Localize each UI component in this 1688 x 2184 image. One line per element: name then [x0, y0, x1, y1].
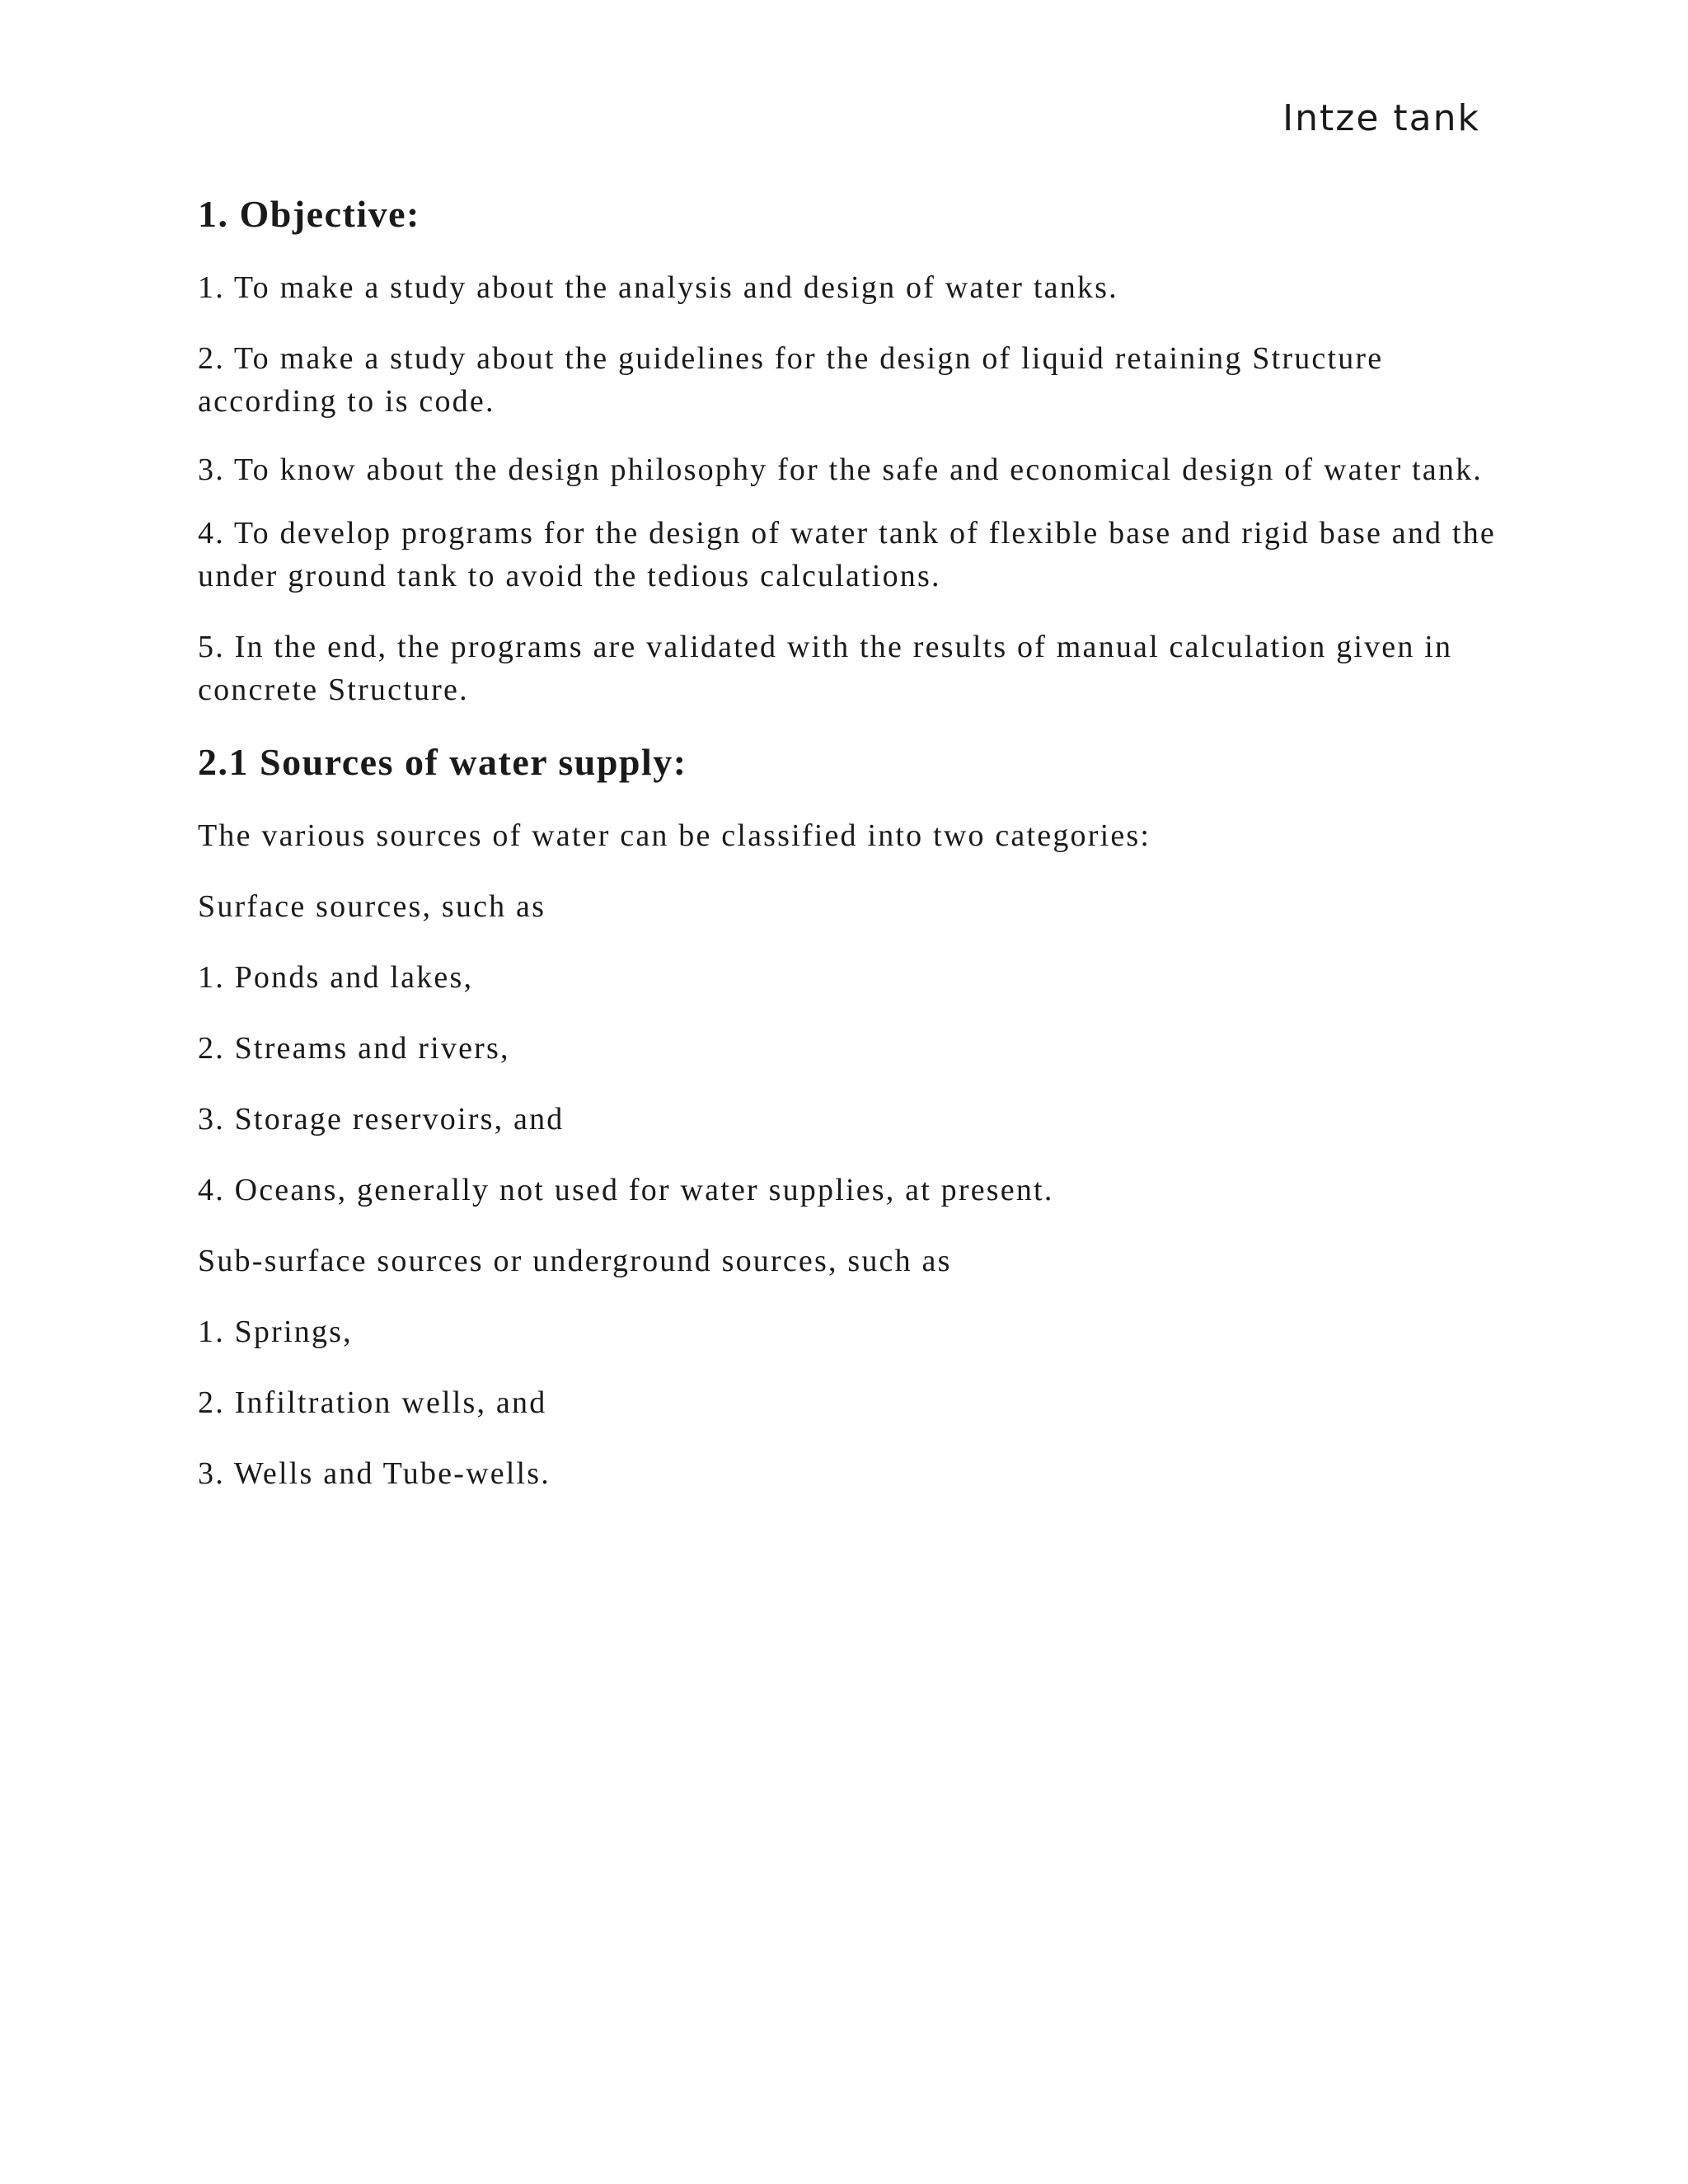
section-heading-objective: 1. Objective: — [198, 193, 420, 235]
subsurface-sources-label: Sub-surface sources or underground sources, such as — [198, 1244, 952, 1279]
document-body — [198, 191, 1500, 1523]
objective-item: 4. To develop programs for the design of water tank of flexible base and rigid base and the under ground tank to avoid the tedious calculations. — [198, 516, 1496, 594]
surface-source-item: 2. Streams and rivers, — [198, 1031, 510, 1066]
objective-item: 1. To make a study about the analysis and design of water tanks. — [198, 270, 1118, 306]
subsurface-source-item: 2. Infiltration wells, and — [198, 1385, 547, 1421]
sources-intro: The various sources of water can be classified into two categories: — [198, 818, 1151, 854]
objective-item: 5. In the end, the programs are validated with the results of manual calculation given in concrete Structure. — [198, 630, 1453, 708]
surface-sources-label: Surface sources, such as — [198, 889, 546, 925]
section-heading-sources: 2.1 Sources of water supply: — [198, 741, 687, 784]
surface-source-item: 1. Ponds and lakes, — [198, 960, 474, 996]
subsurface-source-item: 1. Springs, — [198, 1315, 353, 1350]
subsurface-source-item: 3. Wells and Tube-wells. — [198, 1456, 551, 1492]
objective-item: 3. To know about the design philosophy for the safe and economical design of water tank. — [198, 452, 1483, 488]
running-header: Intze tank — [1282, 97, 1480, 139]
surface-source-item: 3. Storage reservoirs, and — [198, 1102, 565, 1137]
surface-source-item: 4. Oceans, generally not used for water supplies, at present. — [198, 1173, 1054, 1208]
objective-item: 2. To make a study about the guidelines for the design of liquid retaining Structure according to is code. — [198, 341, 1384, 419]
